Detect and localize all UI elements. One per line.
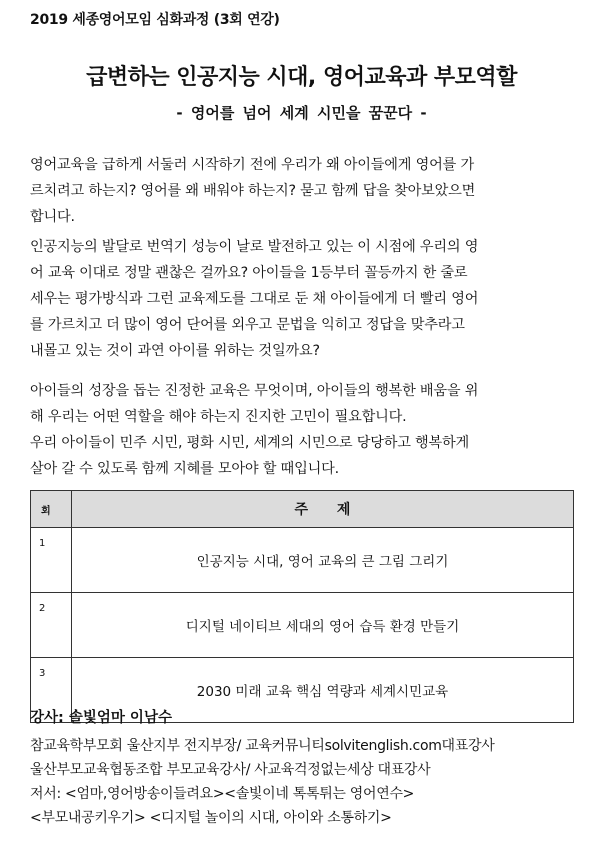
text-line: 아이들의 성장을 돕는 진정한 교육은 무엇이며, 아이들의 행복한 배움을 위 — [30, 383, 479, 399]
text-line: 해 우리는 어떤 역할을 해야 하는지 진지한 고민이 필요합니다. — [30, 409, 407, 425]
text-line: 세우는 평가방식과 그런 교육제도를 그대로 둔 채 아이들에게 더 빨리 영어 — [30, 291, 479, 307]
session-number: 2 — [31, 593, 72, 658]
session-number: 1 — [31, 528, 72, 593]
table-row — [31, 593, 574, 658]
header-topic: 주 제 — [72, 491, 574, 528]
session-topic: 인공지능 시대, 영어 교육의 큰 그림 그리기 — [72, 528, 574, 593]
text-line: 를 가르치고 더 많이 영어 단어를 외우고 문법을 익히고 정답을 맞추라고 — [30, 317, 465, 333]
page-title: 급변하는 인공지능 시대, 영어교육과 부모역할 — [86, 65, 517, 90]
table-row — [31, 528, 574, 593]
intro-paragraph-2 — [30, 234, 570, 364]
session-topic: 디지털 네이티브 세대의 영어 습득 환경 만들기 — [72, 593, 574, 658]
session-topic: 2030 미래 교육 핵심 역량과 세계시민교육 — [72, 658, 574, 723]
text-line: 합니다. — [30, 209, 75, 225]
intro-paragraph-4 — [30, 430, 570, 482]
course-header: 2019 세종영어모임 심화과정 (3회 연강) — [30, 12, 280, 28]
session-table — [30, 490, 574, 723]
bio-line: <부모내공키우기> <디지털 놀이의 시대, 아이와 소통하기> — [30, 810, 392, 826]
text-line: 내몰고 있는 것이 과연 아이를 위하는 것일까요? — [30, 343, 320, 359]
bio-line: 저서: <엄마,영어방송이들려요><솔빛이네 톡톡튀는 영어연수> — [30, 786, 415, 802]
text-line: 인공지능의 발달로 번역기 성능이 날로 발전하고 있는 이 시점에 우리의 영 — [30, 239, 479, 255]
session-number: 3 — [31, 658, 72, 723]
text-line: 영어교육을 급하게 서둘러 시작하기 전에 우리가 왜 아이들에게 영어를 가 — [30, 157, 474, 173]
bio-line: 참교육학부모회 울산지부 전지부장/ 교육커뮤니티solvitenglish.com대표강사 — [30, 738, 495, 754]
text-line: 어 교육 이대로 정말 괜찮은 걸까요? 아이들을 1등부터 꼴등까지 한 줄로 — [30, 265, 468, 281]
table-header-row — [31, 491, 574, 528]
text-line: 우리 아이들이 민주 시민, 평화 시민, 세계의 시민으로 당당하고 행복하게 — [30, 435, 470, 451]
intro-paragraph-3 — [30, 378, 570, 430]
speaker-bio — [30, 734, 590, 830]
intro-paragraph-1 — [30, 152, 570, 230]
text-line: 르치려고 하는지? 영어를 왜 배워야 하는지? 묻고 함께 답을 찾아보았으면 — [30, 183, 476, 199]
page-subtitle: - 영어를 넘어 세계 시민을 꿈꾼다 - — [176, 104, 427, 122]
header-session-number: 회 — [31, 491, 72, 528]
text-line: 살아 갈 수 있도록 함께 지혜를 모아야 할 때입니다. — [30, 461, 339, 477]
bio-line: 울산부모교육협동조합 부모교육강사/ 사교육걱정없는세상 대표강사 — [30, 762, 431, 778]
speaker-label: 강사: 솔빛엄마 이남수 — [30, 710, 172, 726]
